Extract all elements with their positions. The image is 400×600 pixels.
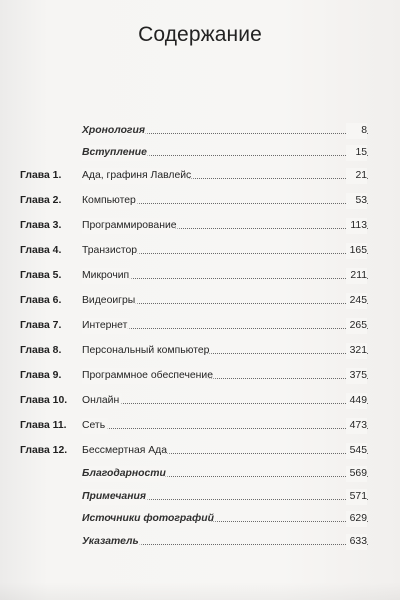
chapter-label: Глава 11.: [20, 420, 67, 431]
dot-leader: [82, 428, 368, 429]
toc-row-photo-sources: [0, 511, 400, 527]
chapter-label: Глава 7.: [20, 320, 62, 331]
toc-entry-title: Программирование: [82, 218, 181, 234]
page-number: 321: [346, 343, 367, 359]
toc-entry-title: Интернет: [82, 318, 131, 334]
page-number: 8: [346, 123, 367, 139]
page-number: 545: [346, 443, 367, 459]
toc-row-chronology: [0, 123, 400, 139]
page-number: 211: [346, 268, 367, 284]
toc-row-chapter-12: [0, 443, 400, 459]
toc-row-acknowledgements: [0, 466, 400, 482]
page-number: 21: [346, 168, 367, 184]
page-number: 265: [346, 318, 367, 334]
toc-row-chapter-8: [0, 343, 400, 359]
dot-leader: [82, 403, 368, 404]
chapter-label: Глава 6.: [20, 295, 62, 306]
page-number: 449: [346, 393, 367, 409]
toc-row-chapter-9: [0, 368, 400, 384]
toc-row-introduction: [0, 145, 400, 161]
page-number: 245: [346, 293, 367, 309]
toc-row-chapter-6: [0, 293, 400, 309]
chapter-label: Глава 12.: [20, 445, 68, 456]
toc-row-chapter-10: [0, 393, 400, 409]
toc-row-chapter-7: [0, 318, 400, 334]
toc-entry-title: Указатель: [82, 534, 143, 550]
chapter-label: Глава 2.: [20, 195, 62, 206]
chapter-label: Глава 8.: [20, 345, 62, 356]
page-number: 633: [346, 534, 367, 550]
page-title: Содержание: [138, 23, 262, 46]
toc-row-chapter-2: [0, 193, 400, 209]
toc-entry-title: Вступление: [82, 145, 151, 161]
toc-entry-title: Компьютер: [82, 193, 140, 209]
chapter-label: Глава 5.: [20, 270, 62, 281]
chapter-label: Глава 9.: [20, 370, 62, 381]
page-bottom-shadow: [0, 582, 400, 600]
page-number: 165: [346, 243, 367, 259]
toc-entry-title: Хронология: [82, 123, 149, 139]
page-number: 569: [346, 466, 367, 482]
page-number: 53: [346, 193, 367, 209]
toc-entry-title: Источники фотографий: [82, 511, 218, 527]
toc-entry-title: Ада, графиня Лавлейс: [82, 168, 195, 184]
chapter-label: Глава 3.: [20, 220, 62, 231]
toc-entry-title: Видеоигры: [82, 293, 139, 309]
toc-row-chapter-4: [0, 243, 400, 259]
toc-entry-title: Транзистор: [82, 243, 141, 259]
page-number: 571: [346, 489, 367, 505]
toc-entry-title: Сеть: [82, 418, 109, 434]
page-number: 629: [346, 511, 367, 527]
chapter-label: Глава 10.: [20, 395, 68, 406]
toc-entry-title: Персональный компьютер: [82, 343, 213, 359]
toc-row-notes: [0, 489, 400, 505]
page-number: 15: [346, 145, 367, 161]
toc-entry-title: Благодарности: [82, 466, 170, 482]
toc-row-chapter-1: [0, 168, 400, 184]
toc-row-chapter-3: [0, 218, 400, 234]
page-number: 375: [346, 368, 367, 384]
toc-entry-title: Примечания: [82, 489, 150, 505]
toc-row-index: [0, 534, 400, 550]
page-number: 473: [346, 418, 367, 434]
toc-entry-title: Программное обеспечение: [82, 368, 217, 384]
toc-entry-title: Бессмертная Ада: [82, 443, 171, 459]
chapter-label: Глава 4.: [20, 245, 62, 256]
chapter-label: Глава 1.: [20, 170, 62, 181]
toc-row-chapter-11: [0, 418, 400, 434]
toc-entry-title: Микрочип: [82, 268, 133, 284]
toc-row-chapter-5: [0, 268, 400, 284]
page-number: 113: [346, 218, 367, 234]
toc-entry-title: Онлайн: [82, 393, 123, 409]
